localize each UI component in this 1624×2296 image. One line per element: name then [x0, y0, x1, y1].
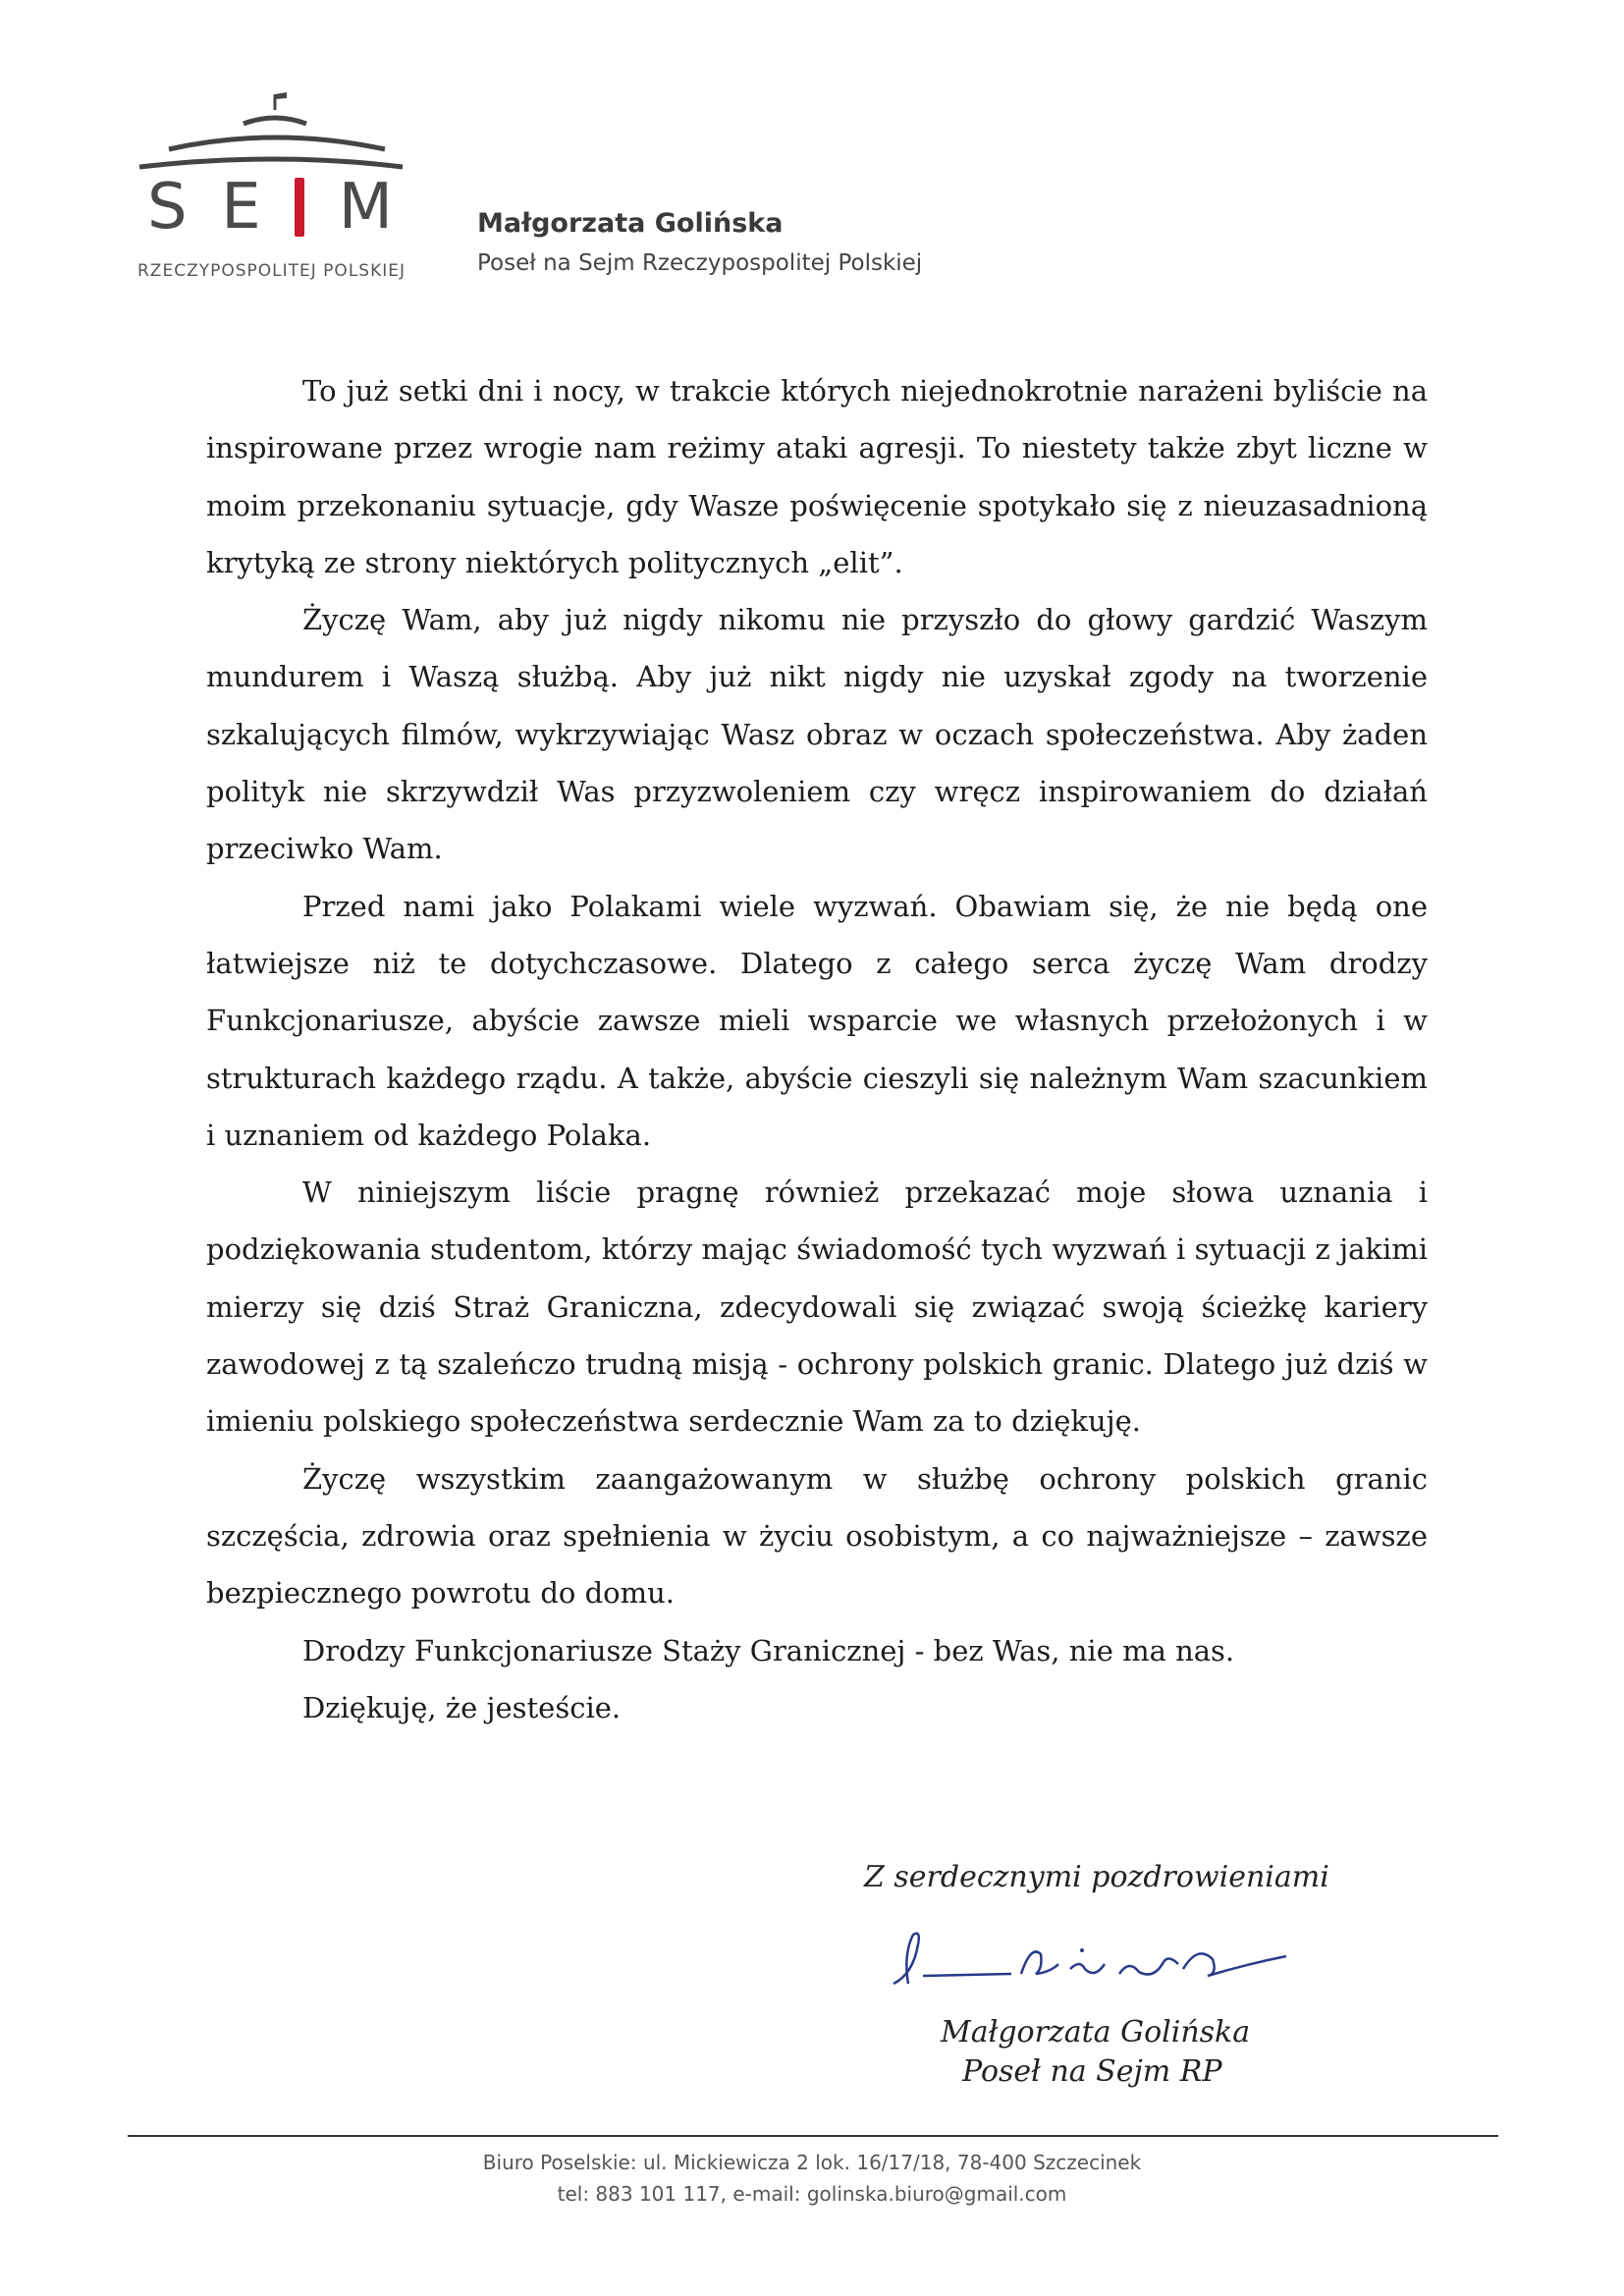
footer	[0, 2147, 1624, 2210]
paragraph: W niniejszym liście pragnę również przekazać moje słowa uznania i podziękowania studentom, którzy mając świadomość tych wyzwań i sytuacji z jakimi mierzy się dziś Straż Graniczna, zdecydowali się związać swoją ścieżkę kariery zawodowej z tą szaleńczo trudną misją - ochrony polskich granic. Dlatego już dziś w imieniu polskiego społeczeństwa serdecznie Wam za to dziękuję.	[206, 1175, 1428, 1439]
footer-address: Biuro Poselskie: ul. Mickiewicza 2 lok. 16/17/18, 78-400 Szczecinek	[482, 2151, 1142, 2174]
logo-letter-m: M	[338, 171, 393, 244]
letterhead-sender	[477, 208, 922, 276]
paragraph: To już setki dni i nocy, w trakcie których niejednokrotnie narażeni byliście na inspirowane przez wrogie nam reżimy ataki agresji. To niestety także zbyt liczne w moim przekonaniu sytuacje, gdy Wasze poświęcenie spotykało się z nieuzasadnioną krytyką ze strony niektórych politycznych „elit”.	[206, 374, 1428, 579]
logo-letter-s: S	[147, 171, 188, 244]
signatory-role: Poseł na Sejm RP	[962, 2054, 1222, 2089]
paragraph: Przed nami jako Polakami wiele wyzwań. Obawiam się, że nie będą one łatwiejsze niż te dotychczasowe. Dlatego z całego serca życzę Wam drodzy Funkcjonariusze, abyście zawsze mieli wsparcie we własnych przełożonych i w strukturach każdego rządu. A także, abyście cieszyli się należnym Wam szacunkiem i uznaniem od każdego Polaka.	[206, 889, 1428, 1152]
logo-caption: RZECZYPOSPOLITEJ POLSKIEJ	[137, 261, 406, 281]
signatory-name: Małgorzata Golińska	[941, 2015, 1251, 2050]
paragraph: Dziękuję, że jesteście.	[302, 1690, 622, 1724]
letter-body	[206, 362, 1428, 1736]
paragraph: Życzę Wam, aby już nigdy nikomu nie przyszło do głowy gardzić Waszym mundurem i Waszą służbą. Aby już nikt nigdy nie uzyskał zgody na tworzenie szkalujących filmów, wykrzywiając Wasz obraz w oczach społeczeństwa. Aby żaden polityk nie skrzywdził Was przyzwoleniem czy wręcz inspirowaniem do działań przeciwko Wam.	[206, 603, 1428, 866]
sender-role: Poseł na Sejm Rzeczypospolitej Polskiej	[477, 250, 923, 276]
sender-name: Małgorzata Golińska	[477, 208, 784, 239]
handwritten-signature	[874, 1915, 1306, 2003]
paragraph: Życzę wszystkim zaangażowanym w służbę ochrony polskich granic szczęścia, zdrowia oraz spełnienia w życiu osobistym, a co najważniejsze – zawsze bezpiecznego powrotu do domu.	[206, 1461, 1428, 1611]
footer-contact: tel: 883 101 117, e-mail: golinska.biuro@gmail.com	[557, 2182, 1067, 2206]
logo-red-bar	[295, 178, 304, 237]
sejm-logo	[128, 84, 412, 281]
sejm-wordmark	[147, 171, 393, 244]
paragraph: Drodzy Funkcjonariusze Staży Granicznej - bez Was, nie ma nas.	[302, 1633, 1235, 1667]
footer-divider	[128, 2135, 1498, 2137]
logo-letter-e: E	[221, 171, 261, 244]
closing-salutation: Z serdecznymi pozdrowieniami	[864, 1860, 1329, 1894]
